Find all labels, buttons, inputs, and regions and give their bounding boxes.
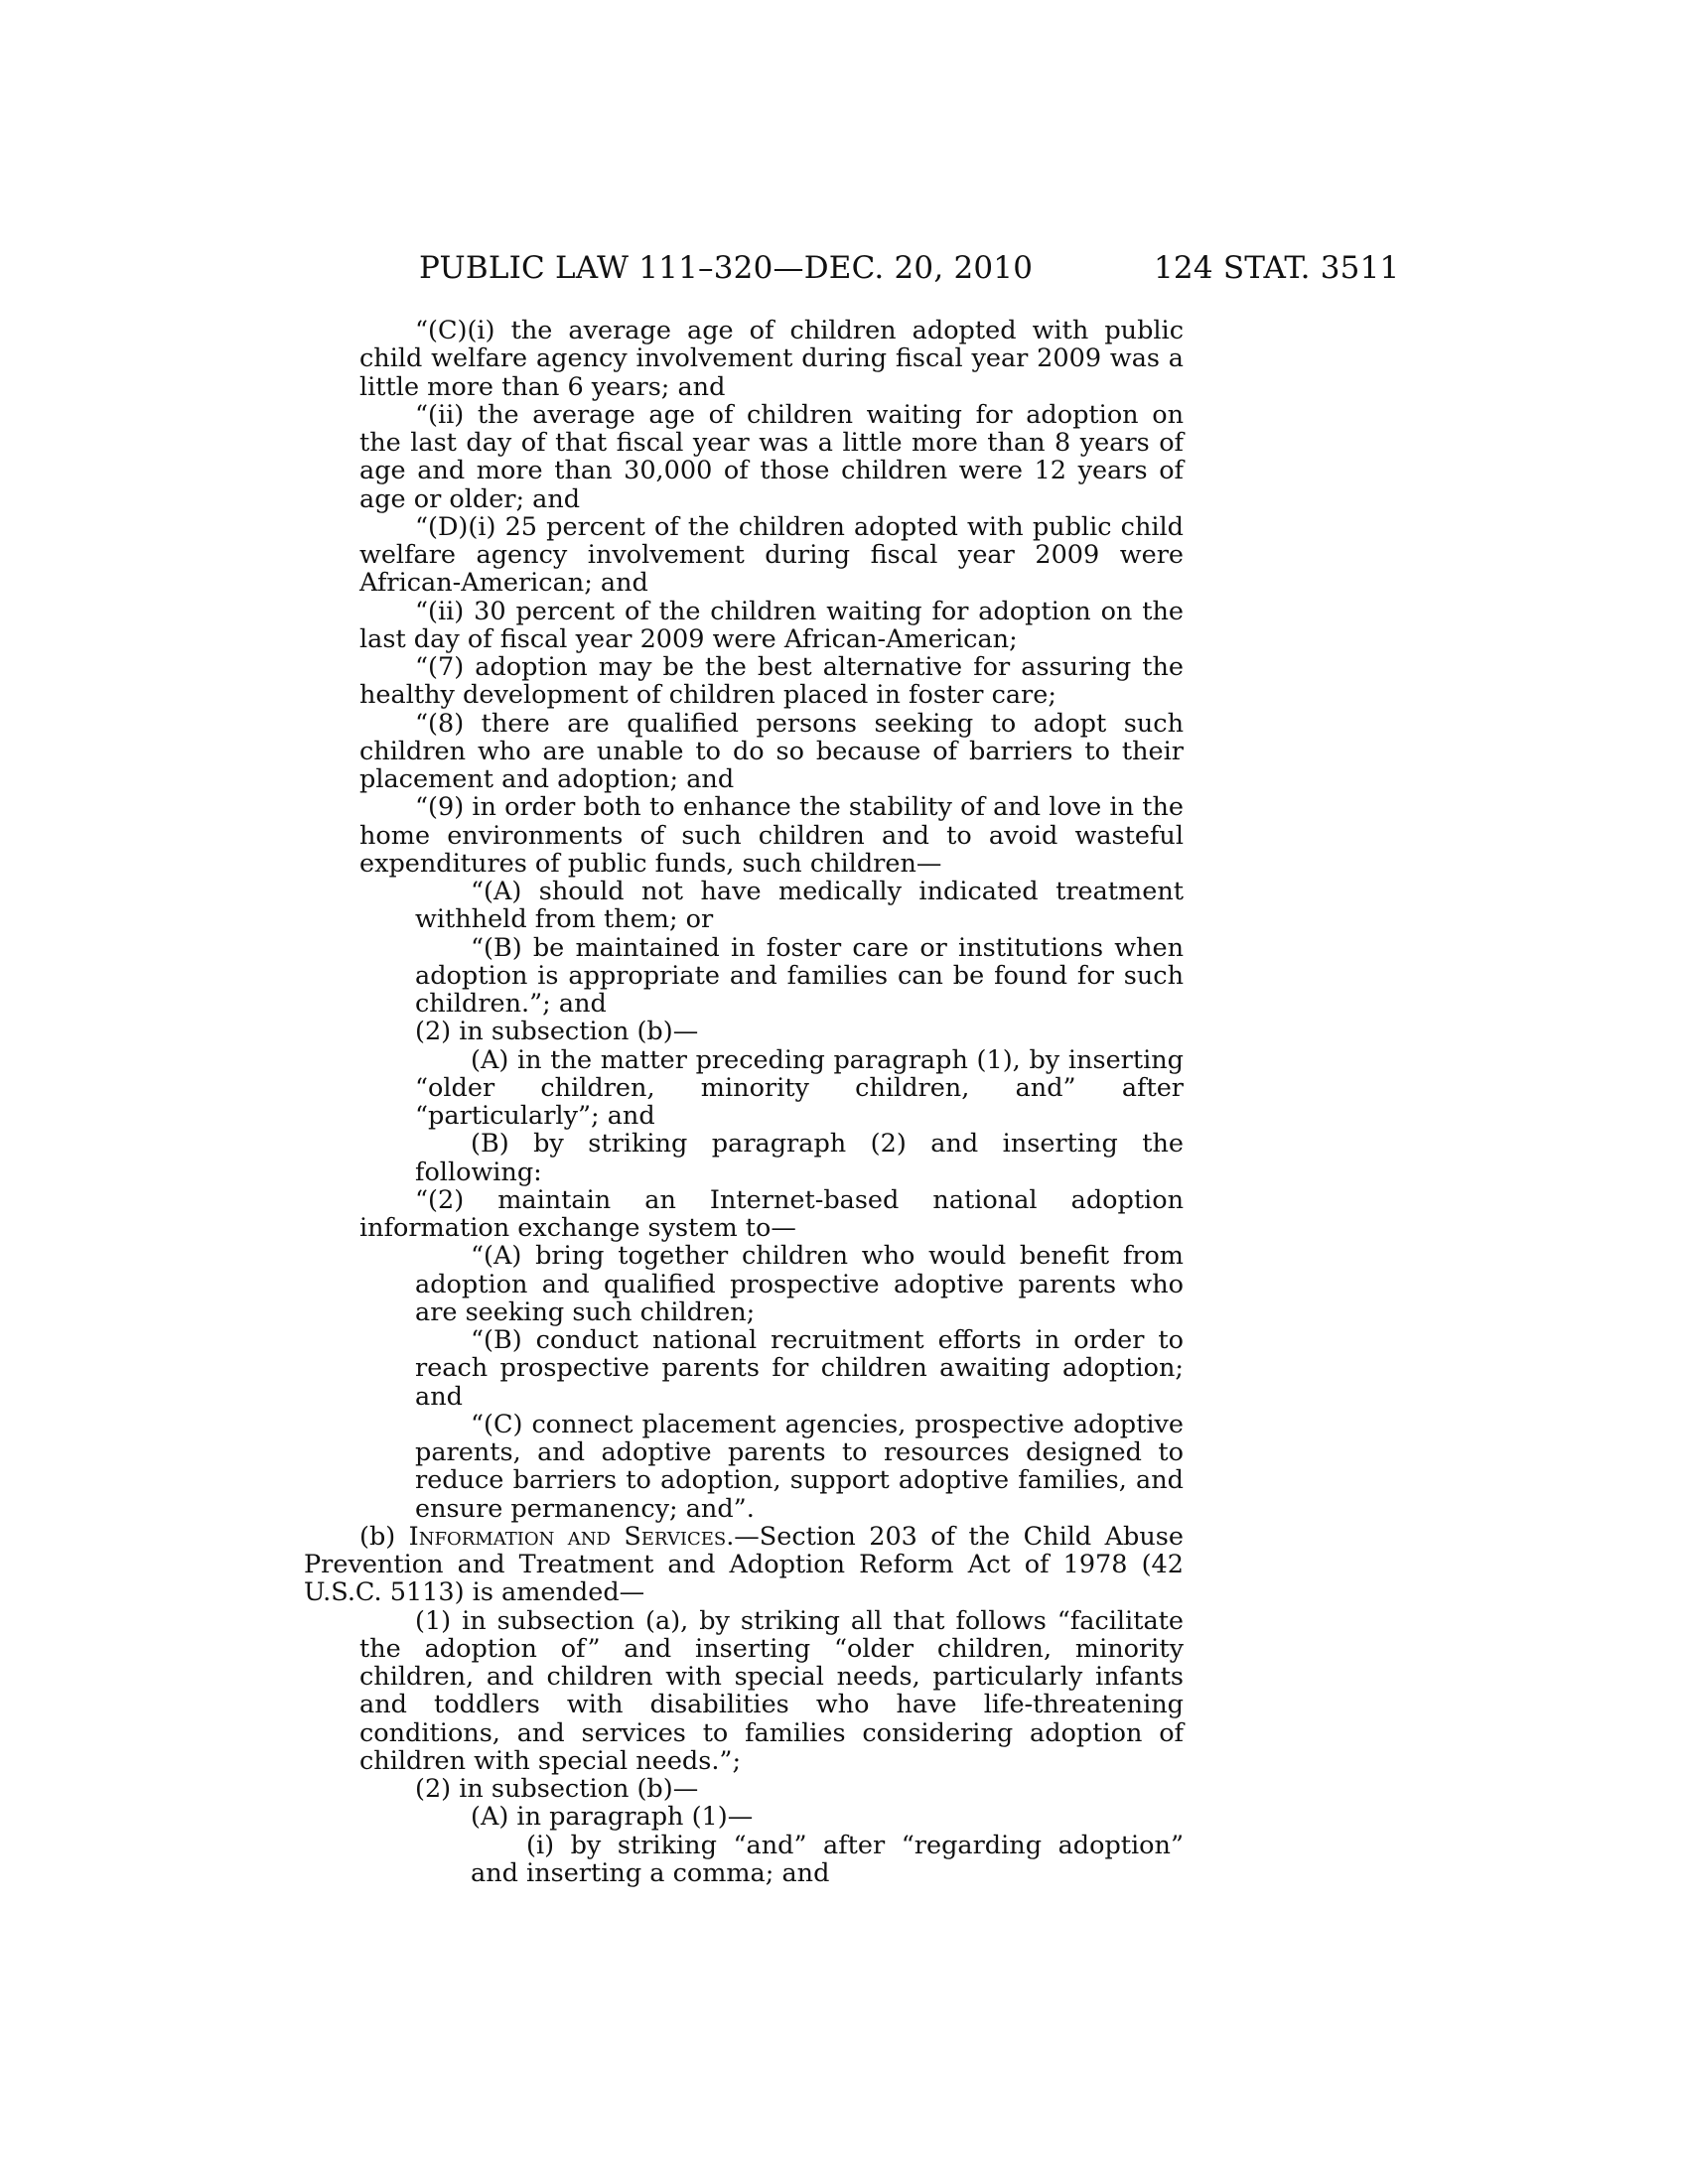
paragraph: “(9) in order both to enhance the stability of and love in the home environments of such children and to avoid wasteful expenditures of public funds, such children— bbox=[359, 792, 1184, 879]
paragraph: (i) by striking “and” after “regarding adoption” and inserting a comma; and bbox=[471, 1830, 1184, 1888]
paragraph: (2) in subsection (b)— bbox=[415, 1017, 699, 1047]
running-header bbox=[0, 250, 1688, 290]
law-title: PUBLIC LAW 111–320—DEC. 20, 2010 bbox=[419, 250, 1034, 286]
paragraph: “(D)(i) 25 percent of the children adopted with public child welfare agency involvement during fiscal year 2009 were African-American; and bbox=[359, 511, 1184, 599]
paragraph: “(ii) the average age of children waiting for adoption on the last day of that fiscal year was a little more than 8 years of age and more than 30,000 of those children were 12 years of age or older; and bbox=[359, 399, 1184, 514]
paragraph: (A) in the matter preceding paragraph (1), by inserting “older children, minority children, and” after “particularly”; and bbox=[415, 1044, 1184, 1131]
paragraph: “(2) maintain an Internet-based national adoption information exchange system to— bbox=[359, 1184, 1184, 1243]
paragraph: “(7) adoption may be the best alternative for assuring the healthy development of children placed in foster care; bbox=[359, 652, 1184, 711]
paragraph: (2) in subsection (b)— bbox=[415, 1774, 699, 1804]
section-b-paragraph bbox=[304, 1523, 1184, 1607]
paragraph: (B) by striking paragraph (2) and inserting the following: bbox=[415, 1129, 1184, 1187]
section-text: .—Section 203 of the Child Abuse Prevention and Treatment and Adoption Reform Act of 1978 (42 U.S.C. 5113) is amended— bbox=[304, 1521, 1184, 1608]
paragraph: “(B) be maintained in foster care or institutions when adoption is appropriate and families can be found for such children.”; and bbox=[415, 932, 1184, 1019]
paragraph: “(B) conduct national recruitment efforts in order to reach prospective parents for children awaiting adoption; and bbox=[415, 1325, 1184, 1412]
paragraph: “(8) there are qualified persons seeking to adopt such children who are unable to do so because of barriers to their placement and adoption; and bbox=[359, 708, 1184, 794]
statute-citation: 124 STAT. 3511 bbox=[1154, 250, 1400, 286]
section-heading: Information and Services bbox=[408, 1521, 727, 1552]
paragraph: “(A) bring together children who would benefit from adoption and qualified prospective adoptive parents who are seeking such children; bbox=[415, 1241, 1184, 1327]
paragraph: “(A) should not have medically indicated treatment withheld from them; or bbox=[415, 877, 1184, 935]
paragraph: “(C)(i) the average age of children adopted with public child welfare agency involvement during fiscal year 2009 was a little more than 6 years; and bbox=[359, 316, 1184, 402]
document-body bbox=[304, 317, 1184, 1887]
paragraph: (A) in paragraph (1)— bbox=[471, 1802, 754, 1833]
paragraph: “(C) connect placement agencies, prospective adoptive parents, and adoptive parents to resources designed to reduce barriers to adoption, support adoptive families, and ensure permanency; and”. bbox=[415, 1409, 1184, 1524]
section-label: (b) bbox=[359, 1521, 396, 1552]
paragraph: (1) in subsection (a), by striking all that follows “facilitate the adoption of” and inserting “older children, minority children, and children with special needs, particularly infants and toddlers with disabilities who have life-threatening conditions, and services to families considering adoption of children with special needs.”; bbox=[359, 1605, 1184, 1776]
paragraph: “(ii) 30 percent of the children waiting for adoption on the last day of fiscal year 2009 were African-American; bbox=[359, 596, 1184, 654]
